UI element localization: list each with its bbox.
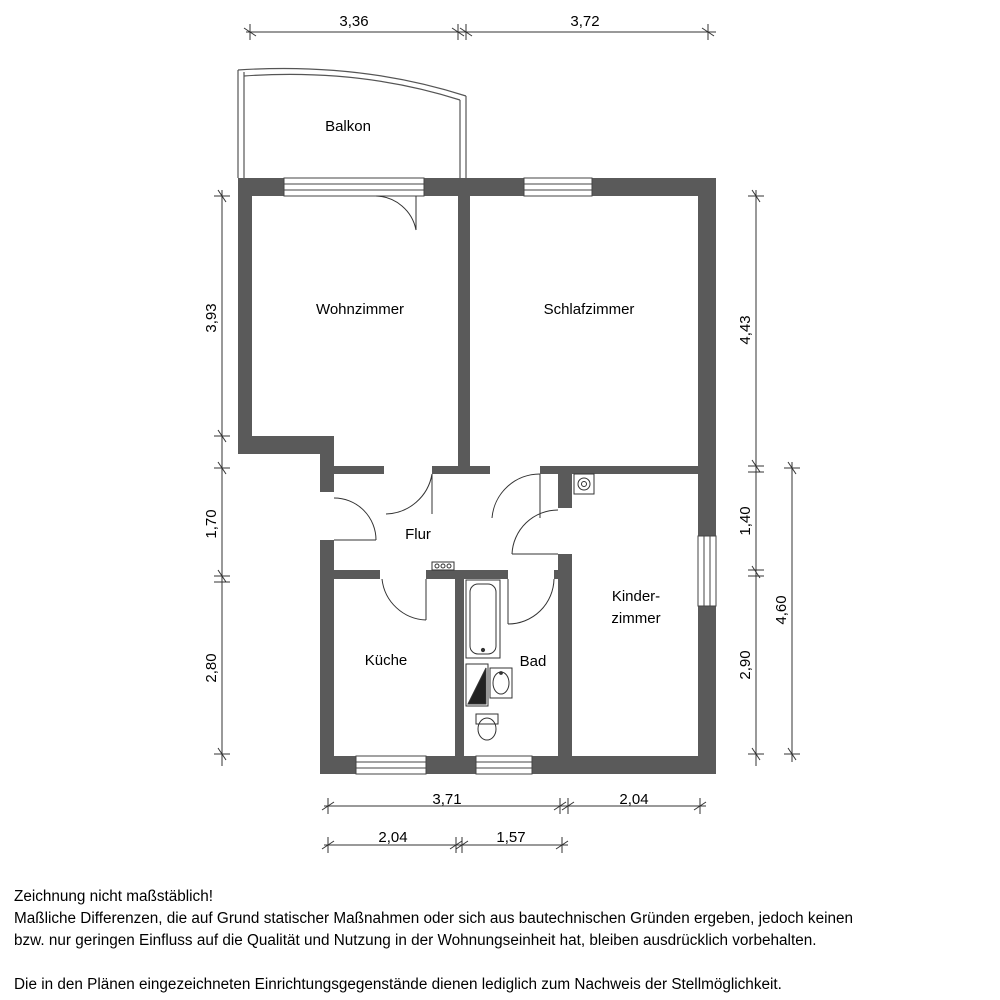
room-label-schlafzimmer: Schlafzimmer — [543, 301, 635, 318]
dim-left-flur: 1,70 — [203, 509, 220, 539]
interior-walls — [334, 196, 698, 756]
note-line-3: bzw. nur geringen Einfluss auf die Qualität und Nutzung in der Wohnungseinheit hat, bleiben ausdrücklich vorbehalten. — [14, 932, 817, 949]
dim-left-wohnzimmer: 3,93 — [203, 303, 220, 333]
shelf-unit — [466, 664, 488, 706]
disclaimer-notes — [14, 886, 989, 996]
room-label-balkon: Balkon — [325, 118, 371, 135]
toilet — [476, 714, 498, 740]
dim-right-schlafzimmer: 4,43 — [737, 315, 754, 345]
note-line-4: Die in den Plänen eingezeichneten Einrichtungsgegenstände dienen lediglich zum Nachweis der Stellmöglichkeit. — [14, 976, 782, 993]
dim-bottom-right: 2,04 — [619, 791, 649, 808]
dim-bottom-bad: 1,57 — [496, 829, 526, 846]
washbasin — [490, 668, 512, 698]
dim-right-kinder-total: 4,60 — [773, 595, 790, 625]
dim-top-right: 3,72 — [570, 13, 600, 30]
doors — [320, 196, 572, 624]
windows — [284, 178, 716, 774]
outer-walls — [238, 178, 716, 774]
note-spacer — [14, 952, 989, 974]
dim-bottom-kueche: 2,04 — [378, 829, 408, 846]
bathtub — [466, 580, 500, 658]
dim-top-left: 3,36 — [339, 13, 369, 30]
stove-unit — [432, 562, 454, 570]
room-label-flur: Flur — [405, 526, 431, 543]
room-labels — [316, 118, 661, 670]
dim-right-kinder-upper: 1,40 — [737, 506, 754, 536]
dim-left-kueche: 2,80 — [203, 653, 220, 683]
dim-right-kinder-lower: 2,90 — [737, 650, 754, 680]
note-line-1: Zeichnung nicht maßstäblich! — [14, 888, 213, 905]
room-label-bad: Bad — [519, 653, 547, 670]
room-label-kinder-1: Kinder- — [611, 588, 661, 605]
note-line-2: Maßliche Differenzen, die auf Grund statischer Maßnahmen oder sich aus bautechnischen Gründen ergeben, jedoch keinen — [14, 910, 853, 927]
boiler — [574, 474, 594, 494]
room-label-kinder-2: zimmer — [611, 610, 661, 627]
room-label-wohnzimmer: Wohnzimmer — [315, 301, 405, 318]
dim-bottom-left: 3,71 — [432, 791, 462, 808]
room-label-kueche: Küche — [364, 652, 408, 669]
